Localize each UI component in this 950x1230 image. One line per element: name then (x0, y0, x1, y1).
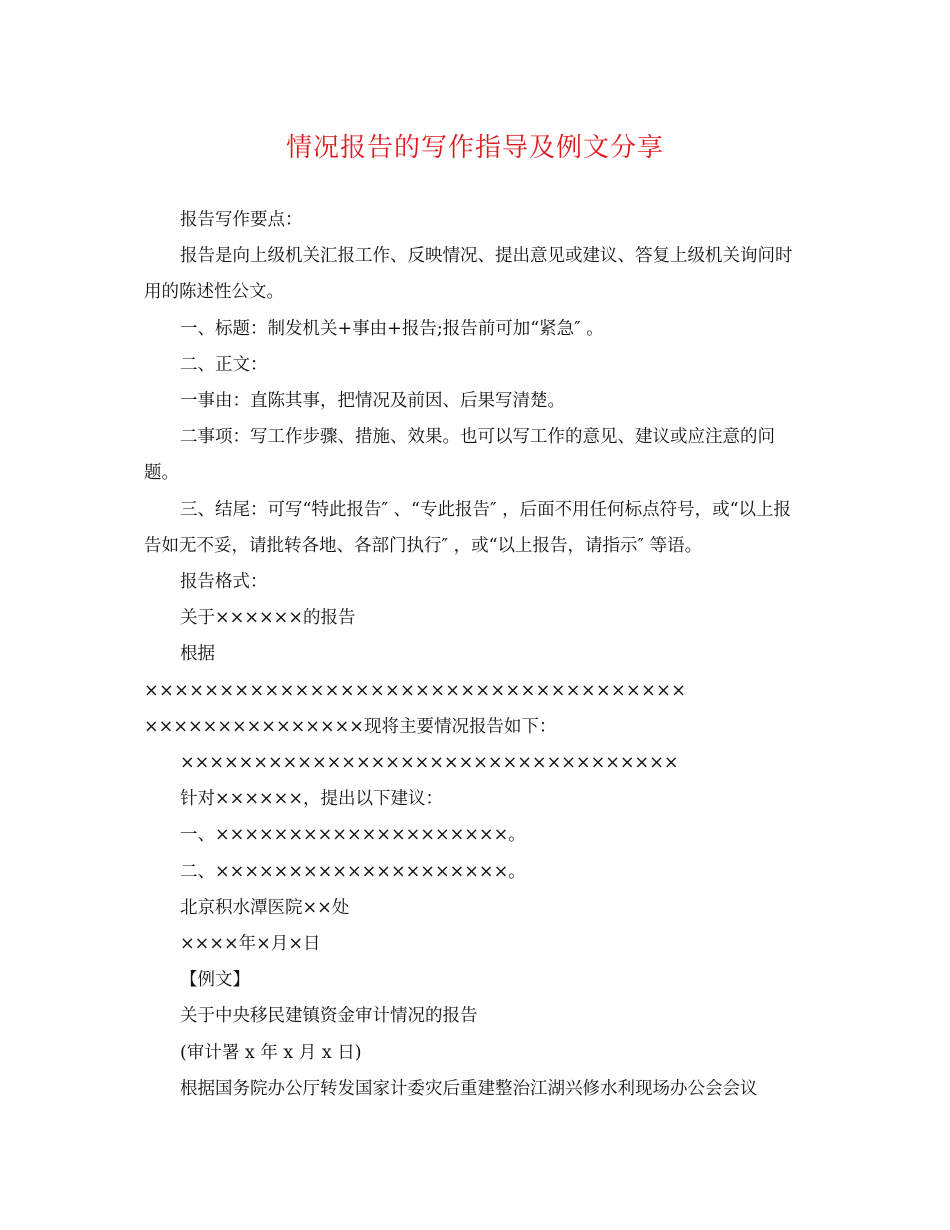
paragraph-format-title: 关于××××××的报告 (180, 608, 356, 629)
paragraph-format-placeholder-line-3: ×××××××××××××××××××××××××××××××××× (180, 753, 679, 774)
paragraph-format-heading: 报告格式： (180, 572, 268, 593)
paragraph-reason-rule: 一事由：直陈其事，把情况及前因、后果写清楚。 (180, 391, 565, 412)
paragraph-format-placeholder-line-2: ×××××××××××××××现将主要情况报告如下： (144, 716, 557, 737)
paragraph-format-suggestions: 针对××××××，提出以下建议： (180, 789, 443, 810)
paragraph-body-heading: 二、正文： (180, 354, 268, 375)
paragraph-example-title: 关于中央移民建镇资金审计情况的报告 (180, 1006, 478, 1027)
paragraph-items-rule: 二事项：写工作步骤、措施、效果。也可以写工作的意见、建议或应注意的问题。 (144, 427, 775, 484)
paragraph-format-signature: 北京积水潭医院××处 (180, 897, 350, 918)
paragraph-format-suggestion-1: 一、××××××××××××××××××××。 (180, 825, 526, 846)
paragraph-writing-points-heading: 报告写作要点： (180, 210, 303, 230)
paragraph-ending-rule: 三、结尾：可写“特此报告″ 、“专此报告″ ，后面不用任何标点符号，或“以上报告如无不妥，请批转各地、各部门执行″ ，或“以上报告，请指示″ 等语。 (144, 499, 792, 556)
paragraph-format-date: ××××年×月×日 (180, 934, 321, 955)
document-title: 情况报告的写作指导及例文分享 (285, 133, 664, 163)
paragraph-example-heading: 【例文】 (180, 970, 250, 991)
paragraph-title-rule: 一、标题：制发机关+事由+报告;报告前可加“紧急″ 。 (180, 318, 604, 339)
paragraph-report-definition: 报告是向上级机关汇报工作、反映情况、提出意见或建议、答复上级机关询问时用的陈述性公文。 (144, 246, 793, 303)
paragraph-format-suggestion-2: 二、××××××××××××××××××××。 (180, 861, 526, 882)
document-body (144, 202, 800, 1107)
paragraph-example-source: (审计署 x 年 x 月 x 日) (180, 1042, 362, 1063)
paragraph-example-opening: 根据国务院办公厅转发国家计委灾后重建整治江湖兴修水利现场办公会会议 (180, 1078, 758, 1099)
paragraph-format-placeholder-line-1: ×××××××××××××××××××××××××××××××××××× (144, 680, 687, 701)
paragraph-format-basis: 根据 (180, 644, 215, 665)
